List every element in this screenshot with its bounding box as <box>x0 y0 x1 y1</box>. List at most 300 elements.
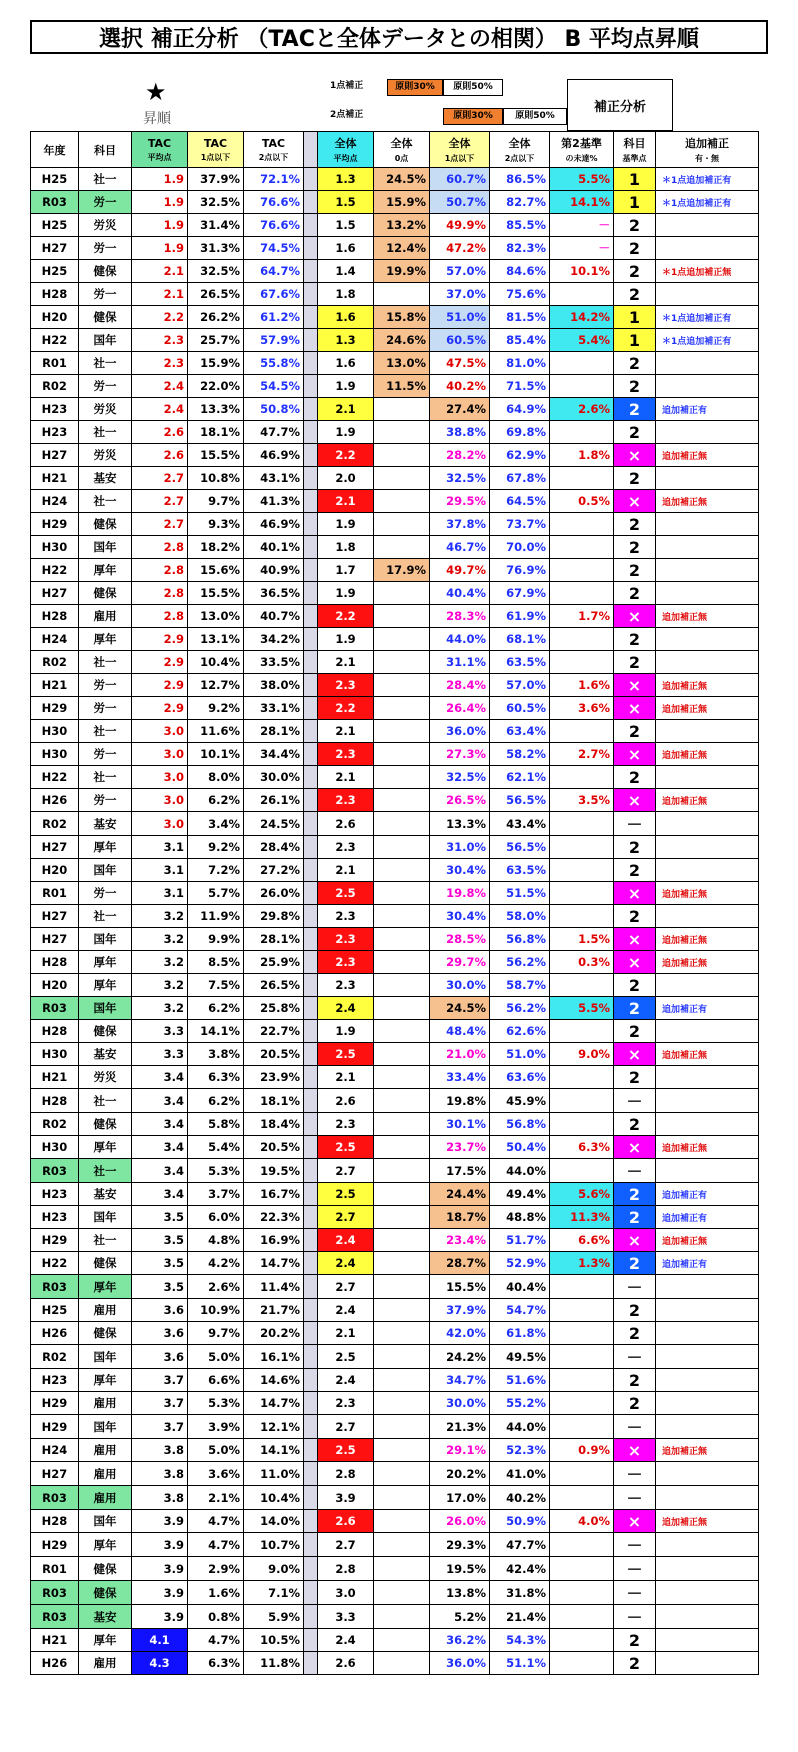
cell-std2: 14.1% <box>550 191 614 214</box>
cell-all-0 <box>374 490 430 513</box>
cell-std2 <box>550 974 614 997</box>
table-row <box>31 1089 759 1113</box>
cell-tac-avg: 3.4 <box>132 1159 188 1183</box>
cell-all-2: 47.7% <box>490 1533 550 1557</box>
cell-tac-2: 29.8% <box>244 905 304 928</box>
cell-all-1: 30.4% <box>430 859 490 882</box>
cell-all-avg: 3.3 <box>318 1605 374 1629</box>
table-row <box>31 905 759 928</box>
cell-year: H28 <box>31 1510 79 1533</box>
cell-all-avg: 2.1 <box>318 398 374 421</box>
cell-subj-std: 2 <box>614 352 656 375</box>
cell-all-0 <box>374 1439 430 1462</box>
cell-subj-std: － <box>614 1345 656 1369</box>
column-separator <box>304 1066 318 1089</box>
cell-std2 <box>550 1557 614 1581</box>
cell-subject: 社一 <box>79 421 132 444</box>
cell-year: R03 <box>31 1275 79 1299</box>
column-separator <box>304 997 318 1020</box>
cell-tac-avg: 2.1 <box>132 260 188 283</box>
cell-extra <box>656 1629 759 1652</box>
cell-subject: 社一 <box>79 168 132 191</box>
cell-subj-std: 2 <box>614 1322 656 1345</box>
cell-year: H29 <box>31 697 79 720</box>
cell-tac-1: 25.7% <box>188 329 244 352</box>
cell-all-2: 31.8% <box>490 1581 550 1605</box>
cell-tac-1: 31.4% <box>188 214 244 237</box>
cell-subject: 労災 <box>79 214 132 237</box>
cell-subject: 健保 <box>79 513 132 536</box>
cell-tac-2: 7.1% <box>244 1581 304 1605</box>
cell-year: H22 <box>31 1252 79 1275</box>
cell-year: H20 <box>31 859 79 882</box>
cell-tac-avg: 3.4 <box>132 1183 188 1206</box>
cell-year: H23 <box>31 421 79 444</box>
cell-all-1: 40.4% <box>430 582 490 605</box>
cell-tac-2: 34.2% <box>244 628 304 651</box>
cell-all-2: 51.1% <box>490 1652 550 1675</box>
cell-all-2: 81.5% <box>490 306 550 329</box>
column-separator <box>304 421 318 444</box>
column-separator <box>304 1183 318 1206</box>
table-row <box>31 651 759 674</box>
cell-subject: 健保 <box>79 582 132 605</box>
cell-tac-avg: 2.6 <box>132 421 188 444</box>
legend-one-point: 1点補正 <box>330 81 364 91</box>
cell-tac-2: 28.1% <box>244 928 304 951</box>
cell-all-0 <box>374 720 430 743</box>
cell-subject: 厚年 <box>79 628 132 651</box>
cell-all-0: 11.5% <box>374 375 430 398</box>
cell-subject: 労一 <box>79 674 132 697</box>
cell-all-1: 23.4% <box>430 1229 490 1252</box>
cell-extra <box>656 1462 759 1486</box>
header-subj-std: 科目 基準点 <box>614 132 656 168</box>
cell-extra <box>656 421 759 444</box>
table-row <box>31 1605 759 1629</box>
cell-tac-avg: 3.9 <box>132 1557 188 1581</box>
cell-all-1: 17.5% <box>430 1159 490 1183</box>
cell-std2 <box>550 1462 614 1486</box>
cell-std2 <box>550 1299 614 1322</box>
column-separator <box>304 444 318 467</box>
cell-tac-2: 38.0% <box>244 674 304 697</box>
cell-subj-std: 2 <box>614 766 656 789</box>
cell-std2: 1.5% <box>550 928 614 951</box>
cell-std2 <box>550 467 614 490</box>
cell-std2 <box>550 720 614 743</box>
cell-all-2: 56.2% <box>490 997 550 1020</box>
cell-all-1: 51.0% <box>430 306 490 329</box>
cell-all-2: 63.4% <box>490 720 550 743</box>
cell-tac-2: 10.4% <box>244 1486 304 1510</box>
cell-tac-avg: 2.9 <box>132 674 188 697</box>
cell-all-avg: 2.4 <box>318 997 374 1020</box>
cell-subject: 厚年 <box>79 1629 132 1652</box>
cell-tac-2: 26.5% <box>244 974 304 997</box>
cell-all-avg: 2.3 <box>318 974 374 997</box>
table-row <box>31 1533 759 1557</box>
cell-tac-avg: 3.2 <box>132 951 188 974</box>
cell-all-avg: 1.9 <box>318 582 374 605</box>
cell-all-2: 44.0% <box>490 1415 550 1439</box>
cell-tac-2: 30.0% <box>244 766 304 789</box>
table-row <box>31 1557 759 1581</box>
cell-all-avg: 2.4 <box>318 1369 374 1392</box>
cell-tac-avg: 2.4 <box>132 375 188 398</box>
cell-tac-avg: 3.9 <box>132 1510 188 1533</box>
cell-tac-1: 22.0% <box>188 375 244 398</box>
cell-extra <box>656 1415 759 1439</box>
column-separator <box>304 674 318 697</box>
cell-all-0 <box>374 1322 430 1345</box>
cell-all-avg: 2.3 <box>318 905 374 928</box>
table-row <box>31 720 759 743</box>
column-separator <box>304 559 318 582</box>
cell-extra <box>656 1581 759 1605</box>
cell-extra <box>656 352 759 375</box>
cell-extra <box>656 651 759 674</box>
cell-tac-2: 18.4% <box>244 1113 304 1136</box>
cell-all-1: 26.0% <box>430 1510 490 1533</box>
cell-std2: 5.5% <box>550 997 614 1020</box>
cell-all-0 <box>374 905 430 928</box>
cell-all-avg: 1.6 <box>318 352 374 375</box>
cell-subj-std: × <box>614 490 656 513</box>
cell-extra <box>656 1113 759 1136</box>
cell-tac-2: 55.8% <box>244 352 304 375</box>
cell-extra <box>656 1299 759 1322</box>
cell-subj-std: 2 <box>614 1652 656 1675</box>
cell-all-0 <box>374 628 430 651</box>
cell-subj-std: × <box>614 882 656 905</box>
cell-tac-1: 15.9% <box>188 352 244 375</box>
cell-tac-2: 57.9% <box>244 329 304 352</box>
column-separator <box>304 628 318 651</box>
column-separator <box>304 928 318 951</box>
header-year: 年度 <box>31 132 79 168</box>
cell-tac-avg: 3.4 <box>132 1136 188 1159</box>
column-separator <box>304 789 318 812</box>
cell-all-avg: 1.9 <box>318 628 374 651</box>
cell-std2: 6.6% <box>550 1229 614 1252</box>
cell-all-0 <box>374 766 430 789</box>
cell-tac-1: 3.4% <box>188 812 244 836</box>
cell-tac-avg: 3.2 <box>132 997 188 1020</box>
column-separator <box>304 1159 318 1183</box>
cell-tac-avg: 2.3 <box>132 329 188 352</box>
cell-all-1: 32.5% <box>430 467 490 490</box>
cell-all-0 <box>374 1089 430 1113</box>
cell-year: H30 <box>31 720 79 743</box>
cell-extra: ＊1点追加補正有 <box>656 329 759 352</box>
cell-all-1: 32.5% <box>430 766 490 789</box>
cell-all-avg: 2.7 <box>318 1533 374 1557</box>
cell-extra <box>656 1345 759 1369</box>
cell-subj-std: 2 <box>614 1299 656 1322</box>
cell-year: R03 <box>31 997 79 1020</box>
cell-subj-std: 2 <box>614 467 656 490</box>
cell-tac-avg: 2.7 <box>132 513 188 536</box>
cell-subject: 基安 <box>79 1183 132 1206</box>
cell-subject: 厚年 <box>79 1369 132 1392</box>
cell-subject: 社一 <box>79 651 132 674</box>
cell-all-1: 24.5% <box>430 997 490 1020</box>
cell-extra <box>656 1369 759 1392</box>
column-separator <box>304 812 318 836</box>
cell-all-avg: 1.3 <box>318 168 374 191</box>
cell-subject: 社一 <box>79 490 132 513</box>
cell-all-0: 15.8% <box>374 306 430 329</box>
cell-extra <box>656 582 759 605</box>
cell-tac-avg: 2.9 <box>132 697 188 720</box>
cell-tac-2: 28.4% <box>244 836 304 859</box>
cell-year: H20 <box>31 306 79 329</box>
cell-year: H28 <box>31 1089 79 1113</box>
column-separator <box>304 1369 318 1392</box>
table-row <box>31 1183 759 1206</box>
cell-all-0 <box>374 974 430 997</box>
cell-extra: 追加補正無 <box>656 444 759 467</box>
cell-all-avg: 2.3 <box>318 743 374 766</box>
header-all-avg: 全体 平均点 <box>318 132 374 168</box>
cell-all-1: 28.7% <box>430 1252 490 1275</box>
cell-all-0 <box>374 859 430 882</box>
cell-extra: 追加補正無 <box>656 928 759 951</box>
cell-std2 <box>550 1629 614 1652</box>
table-row <box>31 1252 759 1275</box>
cell-year: R03 <box>31 1159 79 1183</box>
cell-year: R01 <box>31 352 79 375</box>
cell-all-0: 17.9% <box>374 559 430 582</box>
cell-subj-std: 2 <box>614 859 656 882</box>
cell-tac-avg: 3.8 <box>132 1486 188 1510</box>
column-separator <box>304 1439 318 1462</box>
cell-all-2: 69.8% <box>490 421 550 444</box>
cell-all-0 <box>374 398 430 421</box>
cell-tac-1: 3.6% <box>188 1462 244 1486</box>
cell-all-0: 24.6% <box>374 329 430 352</box>
header-tac-2: TAC 2点以下 <box>244 132 304 168</box>
cell-all-2: 70.0% <box>490 536 550 559</box>
table-row <box>31 1392 759 1415</box>
cell-all-avg: 2.5 <box>318 882 374 905</box>
column-separator <box>304 191 318 214</box>
cell-subject: 雇用 <box>79 1486 132 1510</box>
cell-tac-1: 13.1% <box>188 628 244 651</box>
cell-tac-avg: 3.4 <box>132 1113 188 1136</box>
cell-subj-std: × <box>614 674 656 697</box>
column-separator <box>304 1043 318 1066</box>
legend-rule30-orange-2: 原則30% <box>443 108 503 125</box>
cell-all-0 <box>374 1183 430 1206</box>
cell-all-0: 19.9% <box>374 260 430 283</box>
cell-all-0 <box>374 1557 430 1581</box>
cell-tac-avg: 2.3 <box>132 352 188 375</box>
cell-tac-2: 67.6% <box>244 283 304 306</box>
cell-tac-1: 5.4% <box>188 1136 244 1159</box>
cell-extra: ＊1点追加補正無 <box>656 260 759 283</box>
cell-subject: 社一 <box>79 720 132 743</box>
cell-all-2: 85.4% <box>490 329 550 352</box>
cell-subject: 労一 <box>79 882 132 905</box>
cell-std2 <box>550 375 614 398</box>
legend-rule30-orange: 原則30% <box>387 79 443 96</box>
cell-subj-std: × <box>614 928 656 951</box>
table-row <box>31 812 759 836</box>
table-row <box>31 260 759 283</box>
column-separator <box>304 1206 318 1229</box>
cell-all-0 <box>374 467 430 490</box>
cell-tac-avg: 2.8 <box>132 605 188 628</box>
cell-tac-1: 32.5% <box>188 191 244 214</box>
column-separator <box>304 651 318 674</box>
cell-tac-avg: 3.6 <box>132 1345 188 1369</box>
cell-year: H27 <box>31 444 79 467</box>
cell-std2 <box>550 1605 614 1629</box>
cell-tac-1: 7.2% <box>188 859 244 882</box>
cell-all-avg: 1.6 <box>318 306 374 329</box>
cell-tac-2: 12.1% <box>244 1415 304 1439</box>
cell-all-2: 75.6% <box>490 283 550 306</box>
cell-year: H21 <box>31 467 79 490</box>
cell-all-1: 60.7% <box>430 168 490 191</box>
cell-tac-1: 6.0% <box>188 1206 244 1229</box>
cell-all-avg: 2.2 <box>318 697 374 720</box>
cell-extra <box>656 1159 759 1183</box>
cell-tac-2: 5.9% <box>244 1605 304 1629</box>
column-separator <box>304 467 318 490</box>
cell-year: H23 <box>31 1369 79 1392</box>
cell-tac-avg: 1.9 <box>132 168 188 191</box>
cell-subj-std: 2 <box>614 375 656 398</box>
header-tac-1: TAC 1点以下 <box>188 132 244 168</box>
header-std2: 第2基準 の未達% <box>550 132 614 168</box>
cell-extra <box>656 283 759 306</box>
cell-extra <box>656 1020 759 1043</box>
cell-all-1: 19.8% <box>430 1089 490 1113</box>
cell-all-0 <box>374 1275 430 1299</box>
cell-tac-avg: 4.1 <box>132 1629 188 1652</box>
cell-std2: 3.6% <box>550 697 614 720</box>
table-row <box>31 697 759 720</box>
cell-all-avg: 2.5 <box>318 1183 374 1206</box>
cell-tac-avg: 3.1 <box>132 859 188 882</box>
cell-tac-1: 18.2% <box>188 536 244 559</box>
cell-tac-2: 20.5% <box>244 1136 304 1159</box>
cell-subj-std: 1 <box>614 168 656 191</box>
cell-subj-std: 2 <box>614 1629 656 1652</box>
cell-all-1: 42.0% <box>430 1322 490 1345</box>
column-separator <box>304 882 318 905</box>
table-row <box>31 375 759 398</box>
column-separator <box>304 1510 318 1533</box>
cell-tac-avg: 2.6 <box>132 444 188 467</box>
table-row <box>31 1629 759 1652</box>
cell-all-1: 28.2% <box>430 444 490 467</box>
cell-year: H23 <box>31 1206 79 1229</box>
cell-subject: 労一 <box>79 789 132 812</box>
cell-std2 <box>550 628 614 651</box>
cell-year: R03 <box>31 1486 79 1510</box>
cell-all-2: 45.9% <box>490 1089 550 1113</box>
cell-extra: 追加補正無 <box>656 697 759 720</box>
cell-all-avg: 1.3 <box>318 329 374 352</box>
table-row <box>31 168 759 191</box>
cell-all-1: 36.2% <box>430 1629 490 1652</box>
cell-year: H30 <box>31 743 79 766</box>
cell-all-avg: 2.0 <box>318 467 374 490</box>
cell-all-avg: 2.5 <box>318 1043 374 1066</box>
legend-rule50-plain-2: 原則50% <box>503 108 567 125</box>
cell-year: R03 <box>31 1605 79 1629</box>
header-all-2: 全体 2点以下 <box>490 132 550 168</box>
header-extra: 追加補正 有・無 <box>656 132 759 168</box>
cell-year: H24 <box>31 490 79 513</box>
cell-all-2: 56.5% <box>490 789 550 812</box>
cell-subj-std: 2 <box>614 1206 656 1229</box>
cell-all-0 <box>374 582 430 605</box>
cell-extra <box>656 766 759 789</box>
cell-extra <box>656 375 759 398</box>
cell-std2 <box>550 1533 614 1557</box>
cell-all-2: 68.1% <box>490 628 550 651</box>
cell-tac-1: 6.2% <box>188 1089 244 1113</box>
table-row <box>31 1581 759 1605</box>
cell-tac-avg: 2.7 <box>132 490 188 513</box>
cell-all-avg: 1.9 <box>318 513 374 536</box>
cell-extra: 追加補正有 <box>656 997 759 1020</box>
table-row <box>31 1322 759 1345</box>
cell-all-0 <box>374 283 430 306</box>
cell-std2 <box>550 283 614 306</box>
column-separator <box>304 1345 318 1369</box>
cell-tac-2: 40.9% <box>244 559 304 582</box>
cell-extra <box>656 974 759 997</box>
cell-tac-1: 10.8% <box>188 467 244 490</box>
table-row <box>31 306 759 329</box>
cell-all-1: 38.8% <box>430 421 490 444</box>
cell-extra <box>656 1066 759 1089</box>
cell-all-avg: 2.3 <box>318 951 374 974</box>
cell-all-1: 40.2% <box>430 375 490 398</box>
cell-subject: 社一 <box>79 1159 132 1183</box>
cell-all-1: 33.4% <box>430 1066 490 1089</box>
cell-extra <box>656 1533 759 1557</box>
table-row <box>31 605 759 628</box>
cell-extra: 追加補正有 <box>656 1252 759 1275</box>
cell-tac-1: 26.2% <box>188 306 244 329</box>
cell-tac-2: 28.1% <box>244 720 304 743</box>
cell-all-1: 30.0% <box>430 974 490 997</box>
cell-tac-1: 2.9% <box>188 1557 244 1581</box>
cell-tac-1: 14.1% <box>188 1020 244 1043</box>
column-separator <box>304 1557 318 1581</box>
cell-subject: 労一 <box>79 191 132 214</box>
cell-all-0 <box>374 1113 430 1136</box>
cell-tac-avg: 2.8 <box>132 559 188 582</box>
cell-extra <box>656 467 759 490</box>
cell-tac-2: 11.4% <box>244 1275 304 1299</box>
cell-subject: 健保 <box>79 1020 132 1043</box>
cell-tac-2: 72.1% <box>244 168 304 191</box>
cell-extra: 追加補正無 <box>656 490 759 513</box>
cell-year: H30 <box>31 536 79 559</box>
cell-all-2: 58.7% <box>490 974 550 997</box>
cell-tac-avg: 3.5 <box>132 1229 188 1252</box>
cell-all-1: 27.3% <box>430 743 490 766</box>
cell-tac-avg: 3.1 <box>132 882 188 905</box>
